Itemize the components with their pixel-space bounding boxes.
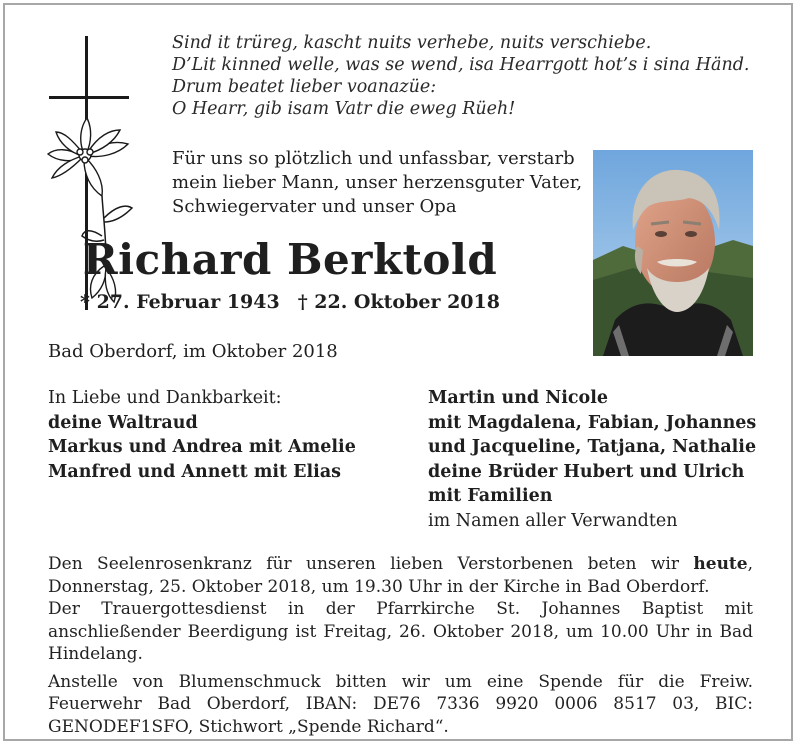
life-dates xyxy=(0,290,580,314)
relatives-footer: im Namen aller Verwandten xyxy=(428,510,678,531)
poem xyxy=(172,32,749,120)
poem-line-4: O Hearr, gib isam Vatr die eweg Rüeh! xyxy=(172,99,516,119)
mourner-line: deine Brüder Hubert und Ulrich xyxy=(428,461,745,482)
deceased-name: Richard Berktold xyxy=(82,235,498,284)
poem-line-3: Drum beatet lieber voanazüe: xyxy=(172,77,437,97)
funeral-service-notice: Der Trauergottesdienst in der Pfarrkirche St. Johannes Baptist mit anschließender Beerdigung ist Freitag, 26. Oktober 2018, um 10.00 Uhr in Bad Hindelang. xyxy=(48,599,753,664)
poem-line xyxy=(172,32,749,54)
rosary-today: heute xyxy=(693,554,748,574)
mourners-heading: In Liebe und Dankbarkeit: xyxy=(48,388,282,408)
intro-line: mein lieber Mann, unser herzensguter Vater, xyxy=(172,172,583,193)
poem-line xyxy=(172,98,749,120)
mourners-left xyxy=(48,386,356,484)
death-date: † 22. Oktober 2018 xyxy=(297,291,500,313)
mourner-line: Markus und Andrea mit Amelie xyxy=(48,437,356,457)
mourner-line: deine Waltraud xyxy=(48,412,198,433)
funeral-notice xyxy=(48,553,753,738)
donation-notice: Anstelle von Blumenschmuck bitten wir um eine Spende für die Freiw. Feuerwehr Bad Oberdorf, IBAN: DE76 7336 9920 0006 8517 03, BIC: GENODEF1SFO, Stichwort „Spende Richard“. xyxy=(48,671,753,737)
mourner-line: Manfred und Annett mit Elias xyxy=(48,461,342,482)
rosary-notice xyxy=(48,553,753,598)
mourner-line: und Jacqueline, Tatjana, Nathalie xyxy=(428,437,757,457)
poem-line-2: D’Lit kinned welle, was se wend, isa Hearrgott hot’s i sina Händ. xyxy=(172,55,750,75)
place-and-date: Bad Oberdorf, im Oktober 2018 xyxy=(48,341,338,362)
intro-text xyxy=(172,147,582,219)
mourner-line: mit Familien xyxy=(428,486,553,506)
rosary-text: Den Seelenrosenkranz für unseren lieben Verstorbenen beten wir xyxy=(48,554,679,574)
poem-line xyxy=(172,76,749,98)
intro-line: Schwiegervater und unser Opa xyxy=(172,196,457,217)
mourner-line: mit Magdalena, Fabian, Johannes xyxy=(428,412,757,433)
mourner-line: Martin und Nicole xyxy=(428,388,609,408)
cross-horizontal xyxy=(49,96,129,99)
poem-line xyxy=(172,54,749,76)
mourners-right xyxy=(428,386,756,533)
rosary-details: , Donnerstag, 25. Oktober 2018, um 19.30 Uhr in der Kirche in Bad Oberdorf. xyxy=(48,554,754,597)
poem-line-1: Sind it trüreg, kascht nuits verhebe, nuits verschiebe. xyxy=(172,33,652,53)
birth-date: * 27. Februar 1943 xyxy=(80,291,280,313)
intro-line: Für uns so plötzlich und unfassbar, verstarb xyxy=(172,148,575,169)
portrait-photo xyxy=(593,150,753,356)
